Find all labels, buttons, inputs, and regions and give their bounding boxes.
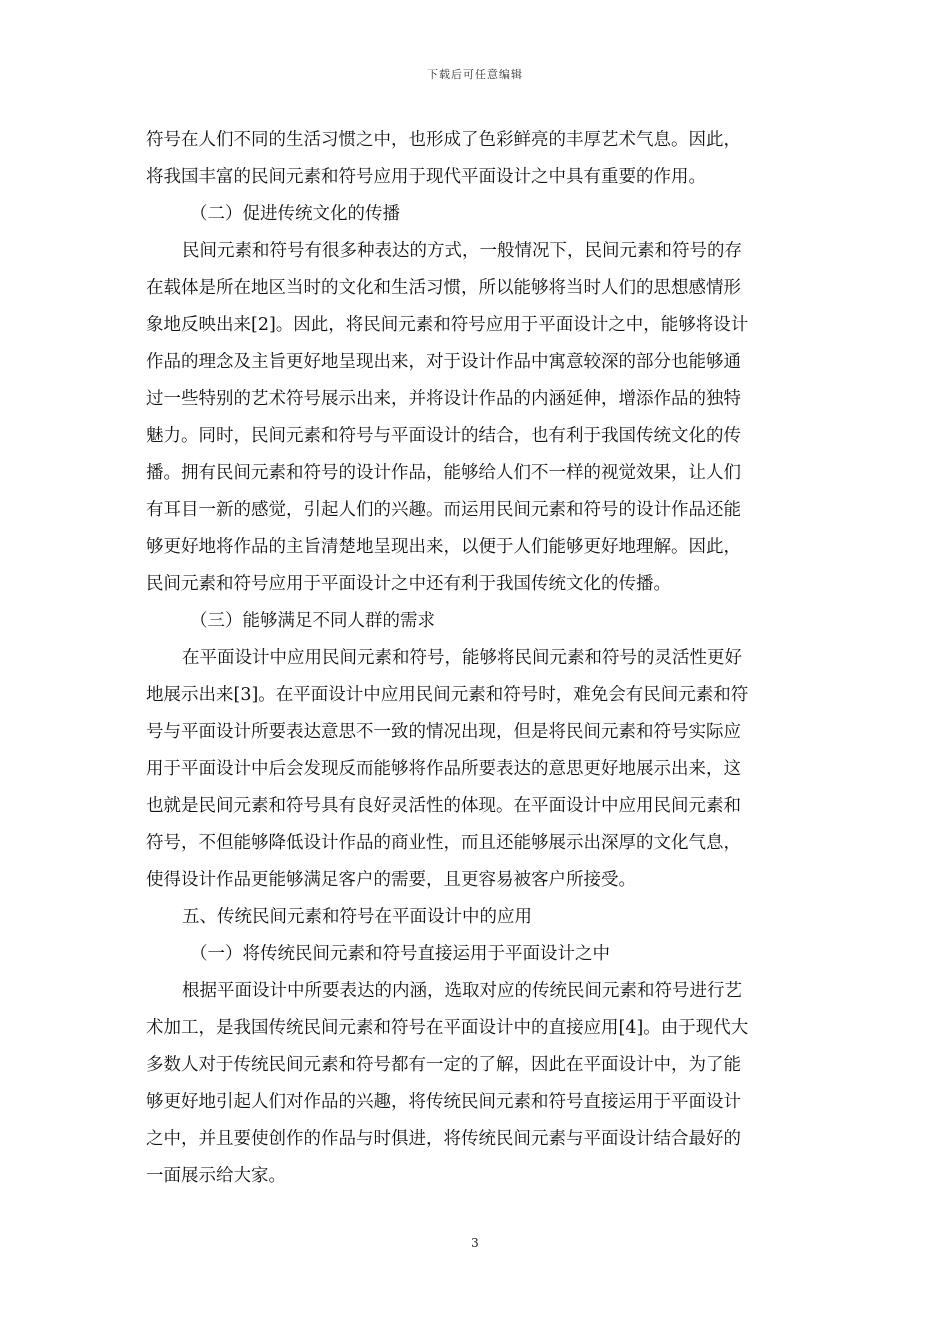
page-header: 下载后可任意编辑 [427, 68, 523, 81]
text-line: 术加工，是我国传统民间元素和符号在平面设计中的直接应用[4]。由于现代大 [146, 1018, 749, 1038]
text-line: 在载体是所在地区当时的文化和生活习惯，所以能够将当时人们的思想感情形 [146, 278, 741, 298]
document-body [146, 122, 806, 1195]
text-line: 民间元素和符号应用于平面设计之中还有利于我国传统文化的传播。 [146, 574, 671, 594]
text-line: 够更好地将作品的主旨清楚地呈现出来，以便于人们能够更好地理解。因此， [146, 537, 741, 557]
text-line: 符号在人们不同的生活习惯之中，也形成了色彩鲜亮的丰厚艺术气息。因此， [146, 130, 741, 150]
text-line: 地展示出来[3]。在平面设计中应用民间元素和符号时，难免会有民间元素和符 [146, 685, 749, 705]
text-line: 魅力。同时，民间元素和符号与平面设计的结合，也有利于我国传统文化的传 [146, 426, 741, 446]
text-line: 一面展示给大家。 [146, 1166, 286, 1186]
text-line: 将我国丰富的民间元素和符号应用于现代平面设计之中具有重要的作用。 [146, 167, 706, 187]
text-line: 过一些特别的艺术符号展示出来，并将设计作品的内涵延伸，增添作品的独特 [146, 389, 741, 409]
text-line: 号与平面设计所要表达意思不一致的情况出现，但是将民间元素和符号实际应 [146, 722, 741, 742]
text-line: 用于平面设计中后会发现反而能够将作品所要表达的意思更好地展示出来，这 [146, 759, 741, 779]
text-line: 多数人对于传统民间元素和符号都有一定的了解，因此在平面设计中，为了能 [146, 1055, 741, 1075]
text-line: 播。拥有民间元素和符号的设计作品，能够给人们不一样的视觉效果，让人们 [146, 463, 741, 483]
text-line: 有耳目一新的感觉，引起人们的兴趣。而运用民间元素和符号的设计作品还能 [146, 500, 741, 520]
page-number: 3 [471, 1236, 479, 1250]
section-heading-3: （三）能够满足不同人群的需求 [190, 611, 435, 631]
section-heading-2: （二）促进传统文化的传播 [190, 204, 400, 224]
text-line: 之中，并且要使创作的作品与时俱进，将传统民间元素与平面设计结合最好的 [146, 1129, 741, 1149]
text-line: 够更好地引起人们对作品的兴趣，将传统民间元素和符号直接运用于平面设计 [146, 1092, 741, 1112]
paragraph-start: 民间元素和符号有很多种表达的方式，一般情况下，民间元素和符号的存 [182, 241, 742, 261]
section-heading-1: （一）将传统民间元素和符号直接运用于平面设计之中 [190, 944, 610, 964]
text-line: 也就是民间元素和符号具有良好灵活性的体现。在平面设计中应用民间元素和 [146, 796, 741, 816]
text-line: 作品的理念及主旨更好地呈现出来，对于设计作品中寓意较深的部分也能够通 [146, 352, 741, 372]
text-line: 符号，不但能够降低设计作品的商业性，而且还能够展示出深厚的文化气息， [146, 833, 741, 853]
chapter-heading-5: 五、传统民间元素和符号在平面设计中的应用 [182, 907, 532, 927]
text-line: 象地反映出来[2]。因此，将民间元素和符号应用于平面设计之中，能够将设计 [146, 315, 749, 335]
text-line: 使得设计作品更能够满足客户的需要，且更容易被客户所接受。 [146, 870, 636, 890]
paragraph-start: 在平面设计中应用民间元素和符号，能够将民间元素和符号的灵活性更好 [182, 648, 742, 668]
paragraph-start: 根据平面设计中所要表达的内涵，选取对应的传统民间元素和符号进行艺 [182, 981, 742, 1001]
